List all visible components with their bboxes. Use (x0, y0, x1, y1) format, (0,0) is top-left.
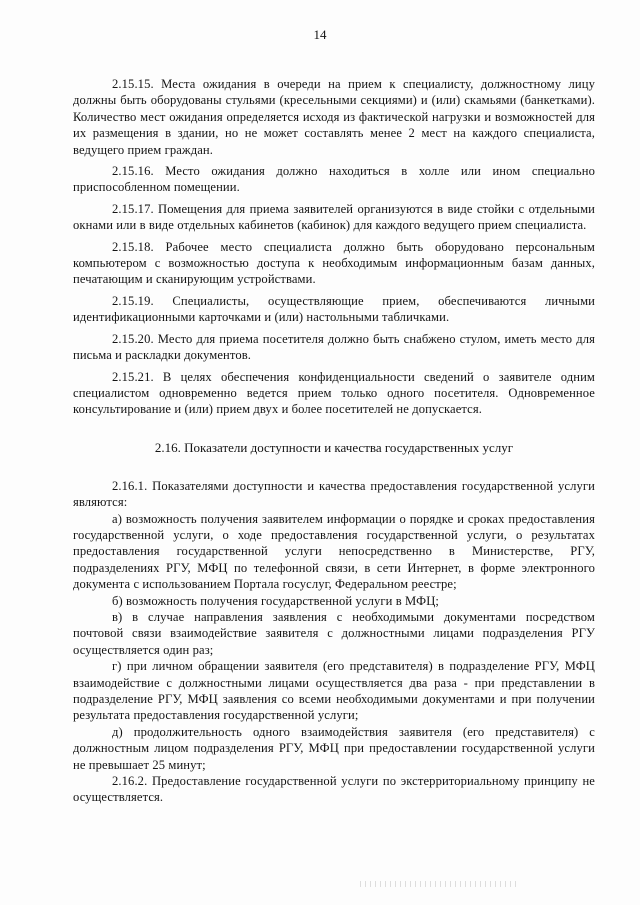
page-number: 14 (313, 27, 327, 42)
list-item-d: д) продолжительность одного взаимодействия заявителя (его представителя) с должностным лицом подразделения РГУ, МФЦ при предоставлении государственной услуги не превышает 25 минут; (73, 724, 595, 772)
list-item-v: в) в случае направления заявления с необходимыми документами посредством почтовой связи взаимодействие заявителя с должностными лицами подразделения РГУ осуществляется один раз; (73, 609, 595, 657)
list-item-a: а) возможность получения заявителем информации о порядке и сроках предоставления государственной услуги, о ходе предоставления государственной услуги, о результатах предоставления государственной услуги непосредственно в Министерстве, РГУ, подразделениях РГУ, МФЦ по телефонной связи, в сети Интернет, в форме электронного документа с использованием Портала госуслуг, Федеральном реестре; (73, 511, 595, 592)
paragraph-2-16-2: 2.16.2. Предоставление государственной услуги по экстерриториальному принципу не осуществляется. (73, 774, 595, 805)
paragraph-2-15-16: 2.15.16. Место ожидания должно находиться в холле или ином специально приспособленном помещении. (73, 164, 595, 195)
paragraph-2-15-17: 2.15.17. Помещения для приема заявителей организуются в виде стойки с отдельными окнами или в виде отдельных кабинетов (кабинок) для каждого ведущего прием специалиста. (73, 201, 595, 233)
paragraph-2-15-21: 2.15.21. В целях обеспечения конфиденциальности сведений о заявителе одним специалистом одновременно ведется прием только одного посетителя. Одновременное консультирование и (или) прием двух и более посетителей не допускается. (73, 369, 595, 417)
paragraph-2-15-18: 2.15.18. Рабочее место специалиста должно быть оборудовано персональным компьютером с возможностью доступа к необходимым информационным базам данных, печатающим и сканирующим устройствами. (73, 239, 595, 287)
paragraph-2-15-20: 2.15.20. Место для приема посетителя должно быть снабжено стулом, иметь место для письма и раскладки документов. (73, 331, 595, 363)
list-item-g: г) при личном обращении заявителя (его представителя) в подразделение РГУ, МФЦ взаимодействие с должностными лицами осуществляется два раза - при представлении в подразделение РГУ, МФЦ заявления со всеми необходимыми документами и при получении результата предоставления государственной услуги; (73, 659, 595, 723)
list-item-b: б) возможность получения государственной услуги в МФЦ; (112, 593, 439, 608)
section-heading-2-16: 2.16. Показатели доступности и качества государственных услуг (154, 439, 514, 455)
paragraph-2-16-1: 2.16.1. Показателями доступности и качества предоставления государственной услуги являются: (73, 478, 595, 510)
paragraph-2-15-15: 2.15.15. Места ожидания в очереди на прием к специалисту, должностному лицу должны быть оборудованы стульями (кресельными секциями) и (или) скамьями (банкетками). Количество мест ожидания определяется исходя из фактической нагрузки и возможностей для их размещения в здании, но не может составлять менее 2 мест на каждого специалиста, ведущего прием граждан. (73, 77, 595, 157)
document-body (73, 76, 595, 806)
scan-noise (360, 881, 520, 887)
paragraph-2-15-19: 2.15.19. Специалисты, осуществляющие прием, обеспечиваются личными идентификационными карточками и (или) настольными табличками. (73, 293, 595, 325)
